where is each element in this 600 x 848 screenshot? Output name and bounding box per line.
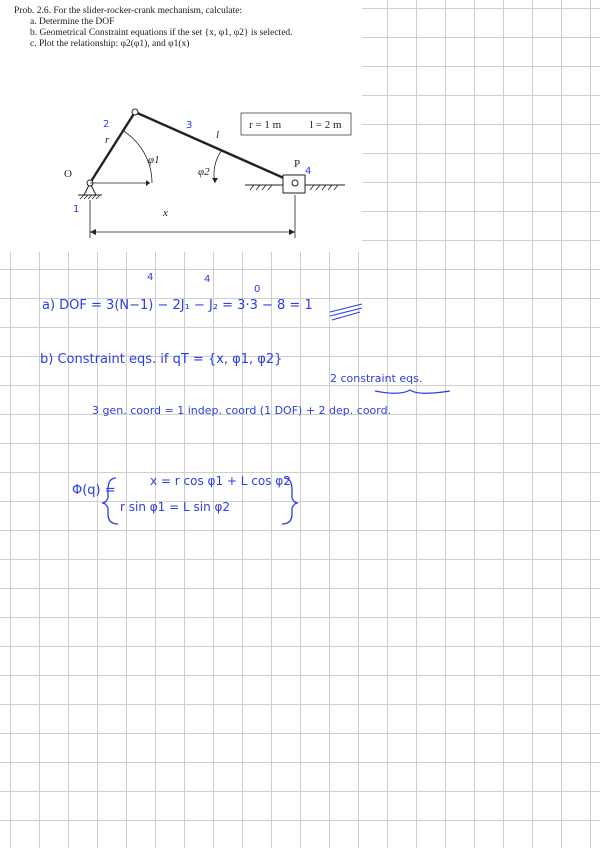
constraint-brace (375, 390, 450, 393)
dof-superscript-0: 0 (254, 284, 261, 295)
param-r: r = 1 m (249, 119, 282, 131)
problem-item-a: a. Determine the DOF (30, 17, 115, 27)
problem-item-c: c. Plot the relationship: φ2(φ1), and φ1(x) (30, 39, 190, 49)
joint-P (292, 180, 298, 186)
body-number-1: 1 (73, 204, 80, 215)
dof-superscript-4b: 4 (204, 274, 211, 285)
constraint-eq-2: r sin φ1 = L sin φ2 (120, 500, 231, 514)
constraint-eq-1: x = r cos φ1 + L cos φ2 (150, 474, 291, 488)
constraint-heading: b) Constraint eqs. if qT = {x, φ1, φ2} (40, 352, 283, 367)
label-l: l (216, 129, 220, 141)
answer-underline-hatch (330, 304, 362, 320)
label-phi1: φ1 (148, 154, 160, 166)
x-dim-arrow-left (90, 229, 96, 235)
phi-function-lhs: Φ(q) = (72, 483, 116, 498)
phi1-arrow (146, 180, 150, 186)
param-l: l = 2 m (310, 119, 342, 131)
label-phi2: φ2 (198, 166, 210, 178)
constraint-count-label: 2 constraint eqs. (330, 372, 423, 385)
label-r: r (105, 134, 110, 146)
crank-link-r (90, 112, 135, 183)
label-O: O (64, 168, 72, 180)
body-number-3: 3 (186, 120, 193, 131)
dof-superscript-4a: 4 (147, 272, 154, 283)
phi2-arrow (212, 178, 218, 183)
joint-crank-coupler (132, 109, 138, 115)
label-P: P (294, 158, 301, 170)
dof-equation: a) DOF = 3(N−1) − 2J₁ − J₂ = 3·3 − 8 = 1 (42, 298, 313, 313)
body-number-2: 2 (103, 119, 110, 130)
body-number-4: 4 (305, 166, 312, 177)
x-dim-arrow-right (289, 229, 295, 235)
ground-hatch (80, 195, 100, 199)
coordinate-relation: 3 gen. coord = 1 indep. coord (1 DOF) + 2 dep. coord. (92, 404, 392, 417)
problem-header: Prob. 2.6. For the slider-rocker-crank mechanism, calculate: (14, 6, 243, 16)
label-x: x (163, 207, 168, 219)
problem-item-b: b. Geometrical Constraint equations if the set {x, φ1, φ2} is selected. (30, 28, 293, 38)
